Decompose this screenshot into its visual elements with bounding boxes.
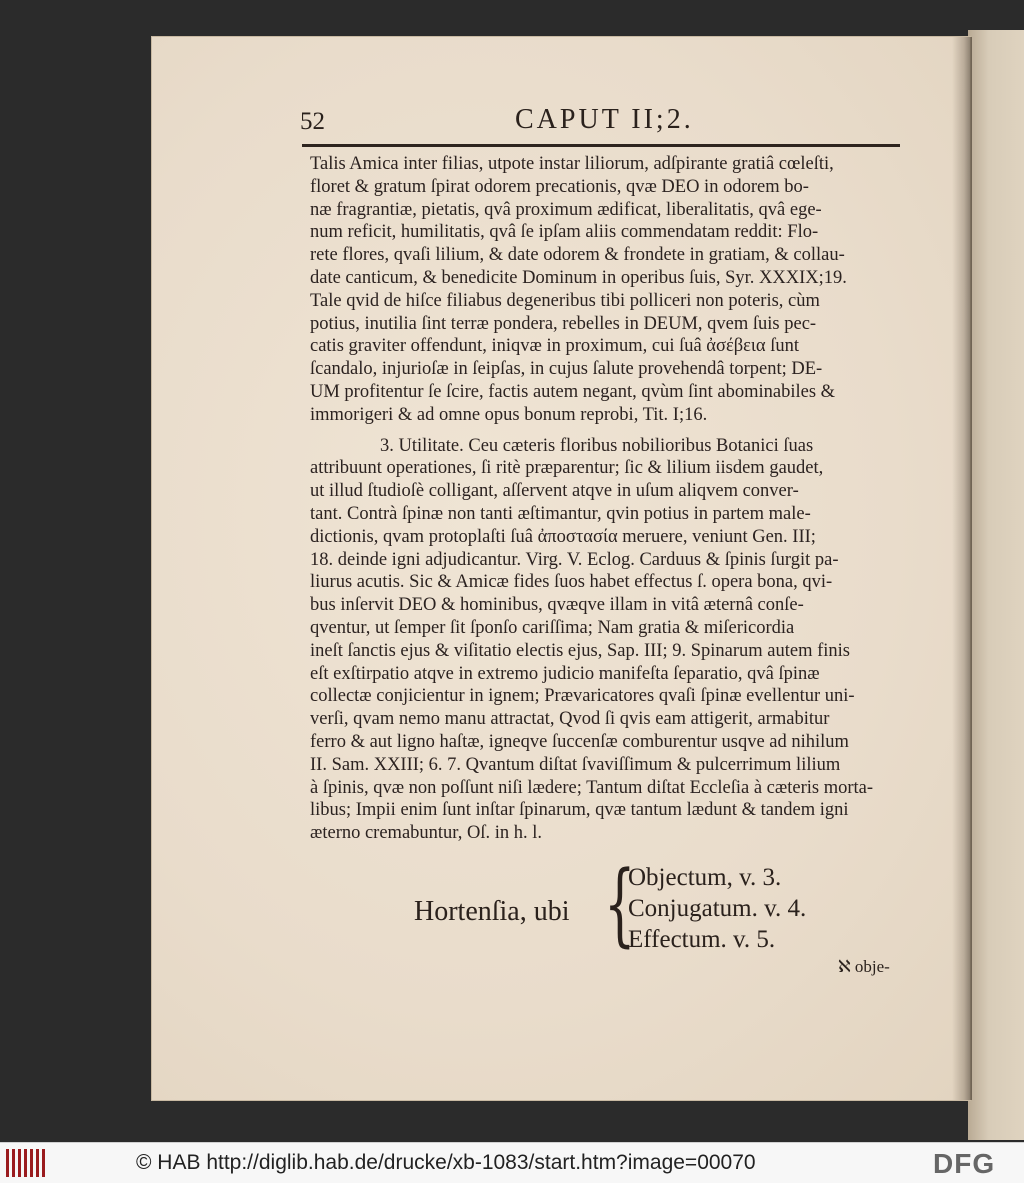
text-line: floret & gratum ſpirat odorem precationis, qvæ DEO in odorem bo- xyxy=(310,176,809,197)
text-line: eſt exſtirpatio atqve in extremo judicio manifeſta ſeparatio, qvâ ſpinæ xyxy=(310,663,820,684)
text-line: UM profitentur ſe ſcire, factis autem negant, qvùm ſint abominabiles & xyxy=(310,381,836,402)
text-line: ſcandalo, injurioſæ in ſeipſas, in cujus ſalute provehendâ torpent; DE- xyxy=(310,359,823,380)
text-line: libus; Impii enim ſunt inſtar ſpinarum, qvæ tantum lædunt & tandem igni xyxy=(310,800,849,821)
text-line: ut illud ſtudioſè colligant, aſſervent atqve in uſum aliqvem conver- xyxy=(310,481,799,502)
text-line: potius, inutilia ſint terræ pondera, rebelles in DEUM, qvem ſuis pec- xyxy=(310,313,817,334)
text-line: date canticum, & benedicite Dominum in operibus ſuis, Syr. XXXIX;19. xyxy=(310,267,847,288)
footer-bar xyxy=(0,1142,1024,1183)
text-line: ferro & aut ligno haſtæ, igneqve ſuccenſæ comburentur usqve ad nihilum xyxy=(310,731,849,752)
dfg-logo: DFG xyxy=(933,1148,996,1179)
text-line: immorigeri & ad omne opus bonum reprobi, Tit. I;16. xyxy=(310,404,708,425)
text-line: 18. deinde igni adjudicantur. Virg. V. Eclog. Carduus & ſpinis ſurgit pa- xyxy=(310,549,839,570)
header-rule xyxy=(302,144,900,147)
body-text xyxy=(310,153,920,845)
text-line: num reficit, humilitatis, qvâ ſe ipſam aliis commendatam reddit: Flo- xyxy=(310,222,819,243)
footer-url-text: © HAB http://diglib.hab.de/drucke/xb-1083/start.htm?image=00070 xyxy=(136,1151,756,1174)
running-head: CAPUT II;2. xyxy=(515,104,694,135)
text-line: catis graviter offendunt, iniqvæ in proximum, cui ſuâ ἀσέβεια ſunt xyxy=(310,336,799,357)
hab-logo-icon xyxy=(6,1149,46,1177)
text-line: næ fragrantiæ, pietatis, qvâ proximum ædificat, liberalitatis, qvâ ege- xyxy=(310,199,822,220)
catchword: ℵ obje- xyxy=(838,957,890,976)
text-line: rete flores, qvaſi lilium, & date odorem & frondete in gratiam, & collau- xyxy=(310,245,845,266)
text-line: ineſt ſanctis ejus & viſitatio electis ejus, Sap. III; 9. Spinarum autem finis xyxy=(310,640,850,661)
adjacent-page-edge xyxy=(968,30,1024,1140)
text-line: liurus acutis. Sic & Amicæ fides ſuos habet effectus ſ. opera bona, qvi- xyxy=(310,572,833,593)
page-number: 52 xyxy=(300,108,325,135)
scheme-item: Effectum. v. 5. xyxy=(628,926,776,953)
section-heading-line: 3. Utilitate. Ceu cæteris floribus nobilioribus Botanici ſuas xyxy=(380,435,814,456)
text-line: collectæ conjicientur in ignem; Prævaricatores qvaſi ſpinæ evellentur uni- xyxy=(310,686,855,707)
text-line: tant. Contrà ſpinæ non tanti æſtimantur, qvin potius in partem male- xyxy=(310,503,811,524)
text-line: attribuunt operationes, ſi ritè præparentur; ſic & lilium iisdem gaudet, xyxy=(310,458,824,479)
scheme-label: Hortenſia, ubi xyxy=(414,896,570,927)
text-line: bus inſervit DEO & hominibus, qvæqve illam in vitâ æternâ conſe- xyxy=(310,595,804,616)
outline-scheme xyxy=(414,852,894,960)
text-line: II. Sam. XXIII; 6. 7. Qvantum diſtat ſvaviſſimum & pulcerrimum lilium xyxy=(310,754,841,775)
book-gutter xyxy=(952,37,972,1100)
scheme-item: Objectum, v. 3. xyxy=(628,864,782,891)
text-line: à ſpinis, qvæ non poſſunt niſi lædere; Tantum diſtat Eccleſia à cæteris morta- xyxy=(310,777,874,798)
text-line: verſi, qvam nemo manu attractat, Qvod ſi qvis eam attigerit, armabitur xyxy=(310,709,830,730)
text-line: Tale qvid de hiſce filiabus degeneribus tibi polliceri non poteris, cùm xyxy=(310,290,820,311)
scheme-item: Conjugatum. v. 4. xyxy=(628,895,807,922)
text-line: dictionis, qvam protoplaſti ſuâ ἀποστασία meruere, veniunt Gen. III; xyxy=(310,526,816,547)
text-line: Talis Amica inter filias, utpote instar liliorum, adſpirante gratiâ cœleſti, xyxy=(310,154,834,174)
text-line: æterno cremabuntur, Oſ. in h. l. xyxy=(310,823,542,844)
text-line: qventur, ut ſemper ſit ſponſo cariſſima; Nam gratia & miſericordia xyxy=(310,617,795,638)
curly-brace-glyph: { xyxy=(604,852,636,957)
